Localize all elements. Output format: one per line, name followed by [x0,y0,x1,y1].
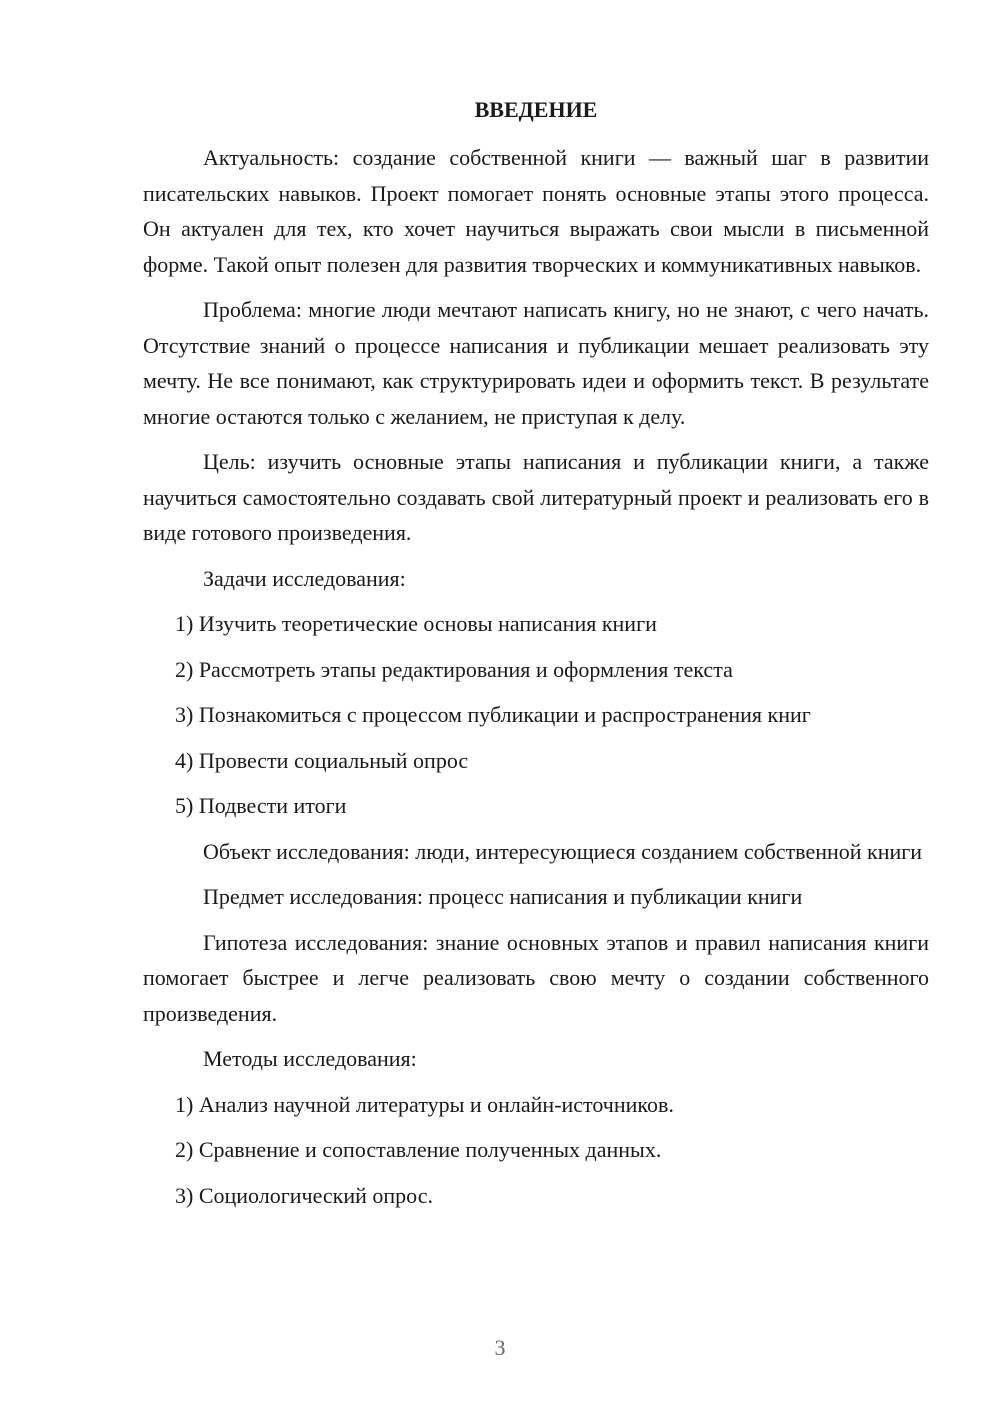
goal-paragraph: Цель: изучить основные этапы написания и публикации книги, а также научиться самостоятельно создавать свой литературный проект и реализовать его в виде готового произведения. [143,449,929,545]
object-paragraph: Объект исследования: люди, интересующиеся созданием собственной книги [203,838,923,864]
hypothesis-paragraph: Гипотеза исследования: знание основных этапов и правил написания книги помогает быстрее и легче реализовать свою мечту о создании собственного произведения. [143,929,929,1026]
methods-heading: Методы исследования: [203,1046,417,1071]
page-number: 3 [494,1335,506,1360]
task-item: 3) Познакомиться с процессом публикации и распространения книг [175,702,811,727]
task-item: 5) Подвести итоги [175,793,347,818]
task-item: 2) Рассмотреть этапы редактирования и оформления текста [175,656,733,682]
task-item: 4) Провести социальный опрос [175,747,469,773]
method-item: 3) Социологический опрос. [175,1182,433,1208]
document-page [143,92,929,1223]
task-item: 1) Изучить теоретические основы написания книги [175,611,657,636]
subject-paragraph: Предмет исследования: процесс написания и публикации книги [203,884,803,909]
problem-paragraph: Проблема: многие люди мечтают написать книгу, но не знают, с чего начать. Отсутствие знаний о процессе написания и публикации мешает реализовать эту мечту. Не все понимают, как структурировать идеи и оформить текст. В результате многие остаются только с желанием, не приступая к делу. [143,297,929,429]
method-item: 2) Сравнение и сопоставление полученных данных. [175,1137,662,1162]
tasks-heading: Задачи исследования: [203,565,406,591]
method-item: 1) Анализ научной литературы и онлайн-источников. [175,1091,674,1117]
section-heading: ВВЕДЕНИЕ [474,97,598,122]
relevance-paragraph: Актуальность: создание собственной книги — важный шаг в развитии писательских навыков. Проект помогает понять основные этапы этого процесса. Он актуален для тех, кто хочет научиться выражать свои мысли в письменной форме. Такой опыт полезен для развития творческих и коммуникативных навыков. [143,145,929,277]
